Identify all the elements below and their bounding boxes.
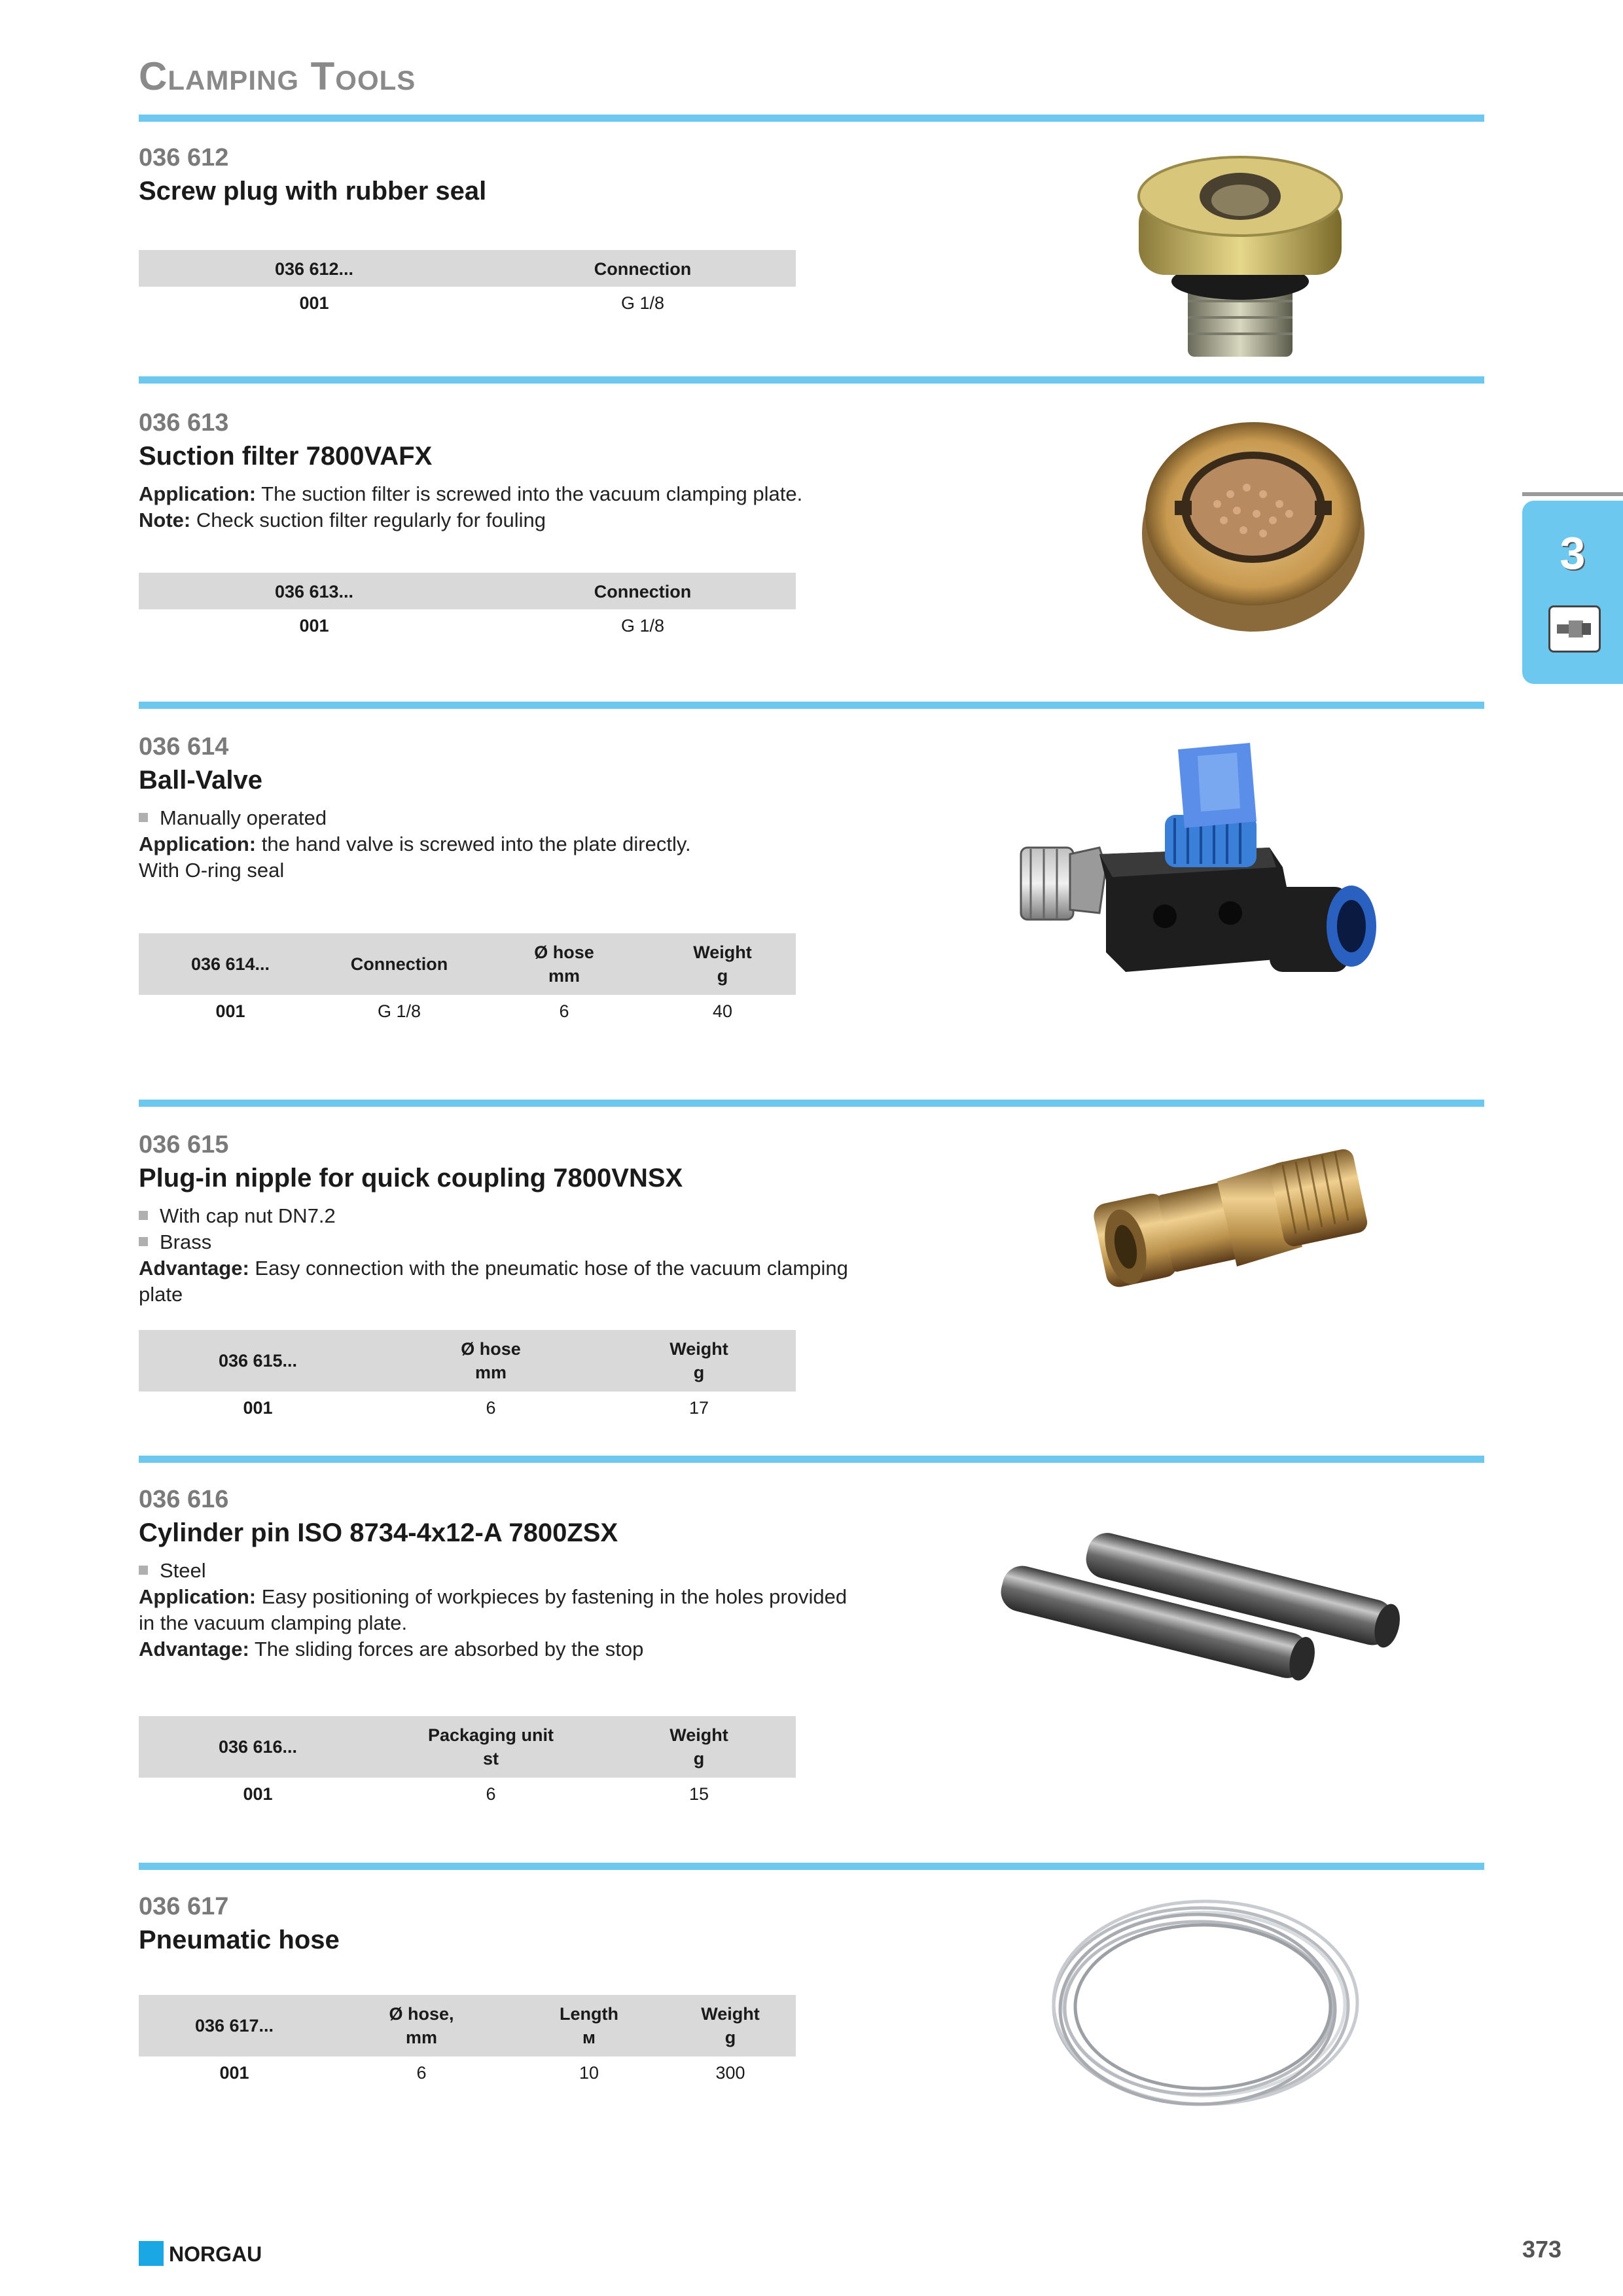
bullet-item: [139, 1229, 859, 1255]
table-cell: 001: [299, 293, 329, 313]
table-cell: 6: [486, 1398, 496, 1418]
column-header: Ø hose,: [389, 2004, 454, 2024]
table-cell: 001: [219, 2063, 249, 2083]
section-divider: [139, 1100, 1484, 1107]
column-header: Weight: [701, 2004, 760, 2024]
product-table: [139, 1716, 796, 1809]
bullet-icon: [139, 1566, 148, 1575]
description-line: [139, 507, 859, 533]
table-cell: G 1/8: [377, 1001, 421, 1021]
product-name: Cylinder pin ISO 8734-4x12-A 7800ZSX: [139, 1518, 618, 1547]
table-header: [139, 250, 796, 287]
table-row: [139, 287, 796, 318]
description-line: [139, 1584, 859, 1636]
bullet-icon: [139, 813, 148, 822]
bullet-text: With cap nut DN7.2: [160, 1204, 336, 1227]
column-header: 036 614...: [190, 954, 270, 974]
table-cell: 6: [416, 2063, 427, 2083]
column-header: Weight: [693, 942, 752, 962]
description-text: Easy connection with the pneumatic hose of the vacuum clamping plate: [139, 1257, 848, 1306]
page-title: Clamping Tools: [139, 54, 416, 98]
section-divider: [139, 1863, 1484, 1870]
description-label: Advantage:: [139, 1638, 249, 1660]
table-cell: 001: [243, 1398, 273, 1418]
table-cell: 6: [486, 1784, 496, 1804]
product-code: 036 614: [139, 733, 229, 761]
product-name: Screw plug with rubber seal: [139, 177, 487, 206]
product-table: [139, 933, 796, 1026]
product-name: Ball-Valve: [139, 766, 263, 795]
description-label: Application:: [139, 482, 257, 505]
chapter-tab[interactable]: [1522, 501, 1623, 684]
cylinder-pin-image: [975, 1532, 1433, 1708]
screw-plug-image: [1126, 144, 1355, 373]
table-cell: 300: [715, 2063, 745, 2083]
column-header: 036 615...: [218, 1351, 298, 1371]
chapter-number: 3: [1560, 528, 1586, 579]
column-header: Connection: [594, 582, 692, 601]
table-cell: 001: [215, 1001, 245, 1021]
column-header: Weight: [669, 1725, 728, 1745]
bullet-text: Brass: [160, 1230, 212, 1253]
table-cell: 001: [243, 1784, 273, 1804]
description-label: Note:: [139, 509, 191, 531]
product-code: 036 617: [139, 1893, 229, 1920]
column-unit: g: [693, 1749, 705, 1768]
product-table: [139, 1330, 796, 1423]
product-table: [139, 1995, 796, 2088]
bullet-icon: [139, 1211, 148, 1220]
column-unit: mm: [405, 2028, 438, 2047]
column-unit: g: [717, 966, 728, 986]
column-header: Weight: [669, 1339, 728, 1359]
column-unit: м: [582, 2028, 596, 2047]
bullet-text: Steel: [160, 1559, 206, 1582]
description-line: [139, 857, 859, 884]
table-cell: G 1/8: [620, 293, 665, 313]
section-divider: [139, 115, 1484, 122]
bullet-text: Manually operated: [160, 806, 327, 829]
norgau-logo-mark: [139, 2241, 164, 2266]
bullet-item: [139, 1558, 859, 1584]
column-header: 036 616...: [218, 1737, 298, 1757]
product-code: 036 616: [139, 1486, 229, 1513]
table-cell: 001: [299, 616, 329, 636]
product-description: [139, 481, 859, 533]
table-cell: 10: [579, 2063, 599, 2083]
column-header: Length: [560, 2004, 618, 2024]
bullet-item: [139, 805, 859, 831]
table-header: [139, 933, 796, 995]
product-description: [139, 1558, 859, 1662]
norgau-logo: NORGAU: [169, 2242, 262, 2266]
description-line: [139, 481, 859, 507]
description-line: [139, 1636, 859, 1662]
column-unit: g: [693, 1363, 705, 1382]
column-unit: g: [724, 2028, 736, 2047]
description-text: Easy positioning of workpieces by fastening in the holes provided in the vacuum clamping plate.: [139, 1585, 847, 1634]
product-name: Suction filter 7800VAFX: [139, 442, 433, 471]
column-header: Ø hose: [461, 1339, 521, 1359]
column-header: Packaging unit: [427, 1725, 554, 1745]
description-label: Application:: [139, 1585, 257, 1608]
section-divider: [139, 1456, 1484, 1463]
product-description: [139, 805, 859, 884]
column-unit: mm: [548, 966, 580, 986]
description-label: Application:: [139, 833, 257, 855]
table-row: [139, 995, 796, 1026]
column-header: Connection: [350, 954, 448, 974]
description-text: The suction filter is screwed into the vacuum clamping plate.: [256, 482, 803, 505]
description-text: the hand valve is screwed into the plate directly.: [256, 833, 691, 855]
product-table: [139, 250, 796, 318]
coupling-icon: [1548, 605, 1601, 653]
table-header: [139, 1995, 796, 2056]
column-unit: mm: [474, 1363, 507, 1382]
section-divider: [139, 702, 1484, 709]
description-label: Advantage:: [139, 1257, 249, 1280]
description-text: The sliding forces are absorbed by the stop: [249, 1638, 644, 1660]
ball-valve-image: [1008, 736, 1400, 1024]
section-divider: [139, 376, 1484, 384]
table-row: [139, 2056, 796, 2088]
description-text: With O-ring seal: [139, 859, 285, 882]
description-line: [139, 831, 859, 857]
column-unit: st: [482, 1749, 499, 1768]
column-header: 036 617...: [194, 2016, 274, 2036]
column-header: Connection: [594, 259, 692, 279]
table-cell: 17: [688, 1398, 709, 1418]
table-header: [139, 1330, 796, 1391]
table-row: [139, 1391, 796, 1423]
product-name: Plug-in nipple for quick coupling 7800VNSX: [139, 1164, 683, 1193]
table-cell: 6: [559, 1001, 569, 1021]
table-cell: 15: [688, 1784, 709, 1804]
table-row: [139, 1778, 796, 1809]
table-cell: G 1/8: [620, 616, 665, 636]
description-text: Check suction filter regularly for fouling: [190, 509, 546, 531]
product-code: 036 612: [139, 144, 229, 171]
bullet-icon: [139, 1237, 148, 1246]
table-row: [139, 609, 796, 641]
pneumatic-hose-image: [1034, 1892, 1374, 2121]
table-header: [139, 573, 796, 609]
product-table: [139, 573, 796, 641]
plug-in-nipple-image: [1086, 1129, 1381, 1325]
column-header: 036 612...: [274, 259, 354, 279]
page-number: 373: [1522, 2236, 1562, 2263]
side-tab-line: [1522, 492, 1623, 496]
description-line: [139, 1255, 859, 1308]
column-header: Ø hose: [534, 942, 594, 962]
bullet-item: [139, 1203, 859, 1229]
product-code: 036 613: [139, 409, 229, 437]
suction-filter-image: [1139, 409, 1368, 638]
table-header: [139, 1716, 796, 1778]
product-code: 036 615: [139, 1131, 229, 1158]
column-header: 036 613...: [274, 582, 354, 601]
product-description: [139, 1203, 859, 1308]
product-name: Pneumatic hose: [139, 1926, 340, 1954]
table-cell: 40: [712, 1001, 733, 1021]
